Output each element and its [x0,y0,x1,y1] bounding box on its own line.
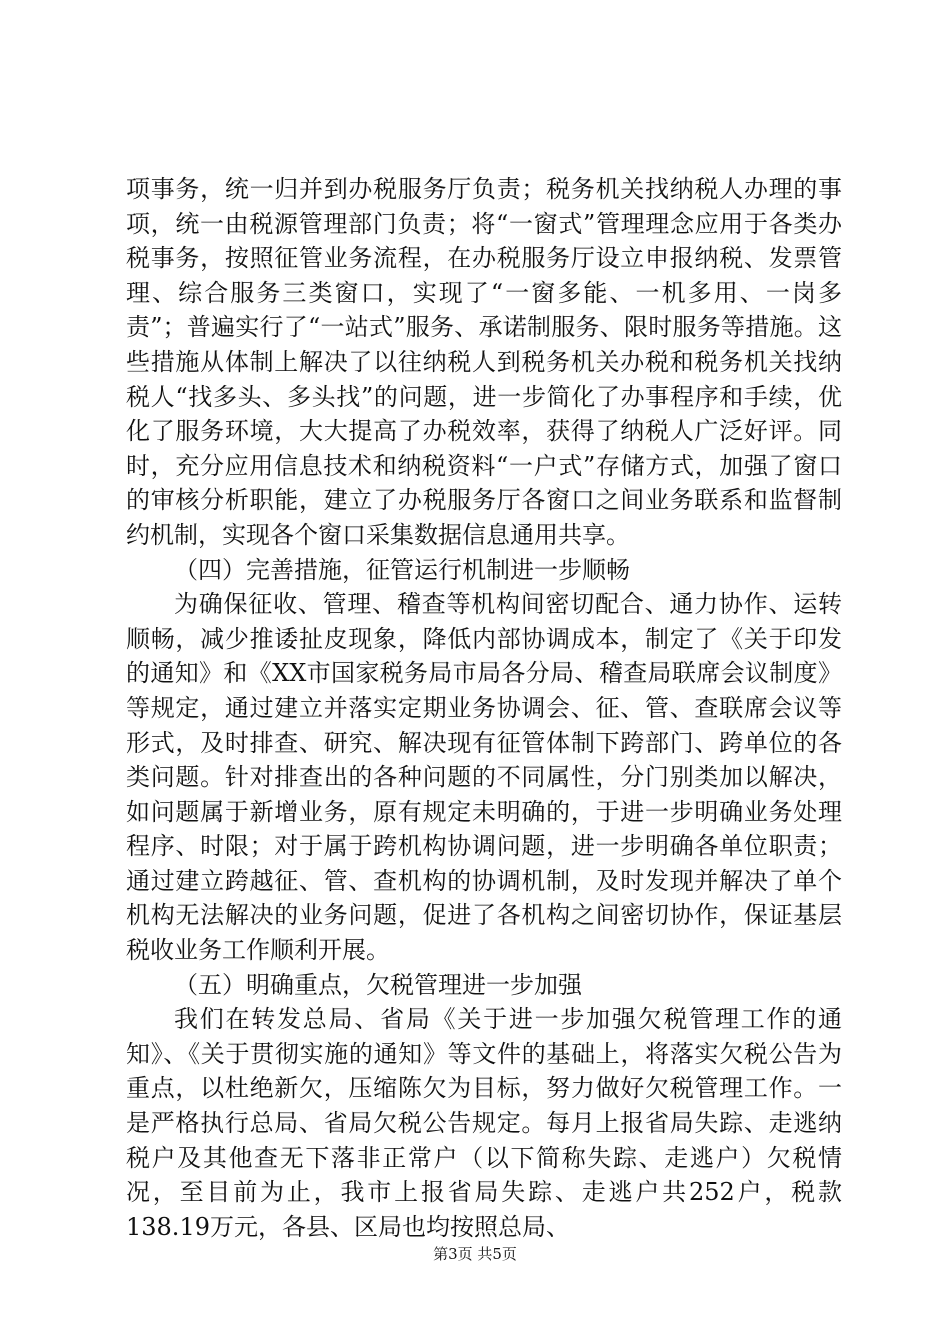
document-body [126,172,842,1244]
page-footer: 第3页 共5页 [433,1245,517,1263]
paragraph-2: 为确保征收、管理、稽查等机构间密切配合、通力协作、运转顺畅，减少推诿扯皮现象，降低内部协调成本，制定了《关于印发的通知》和《XX市国家税务局市局各分局、稽查局联席会议制度》等规定，通过建立并落实定期业务协调会、征、管、查联席会议等形式，及时排查、研究、解决现有征管体制下跨部门、跨单位的各类问题。针对排查出的各种问题的不同属性，分门别类加以解决，如问题属于新增业务，原有规定未明确的，于进一步明确业务处理程序、时限；对于属于跨机构协调问题，进一步明确各单位职责；通过建立跨越征、管、查机构的协调机制，及时发现并解决了单个机构无法解决的业务问题，促进了各机构之间密切协作，保证基层税收业务工作顺利开展。 [126,590,842,965]
paragraph-3: 我们在转发总局、省局《关于进一步加强欠税管理工作的通知》、《关于贯彻实施的通知》等文件的基础上，将落实欠税公告为重点，以杜绝新欠，压缩陈欠为目标，努力做好欠税管理工作。一是严格执行总局、省局欠税公告规定。每月上报省局失踪、走逃纳税户及其他查无下落非正常户（以下简称失踪、走逃户）欠税情况，至目前为止，我市上报省局失踪、走逃户共252户，税款138.19万元，各县、区局也均按照总局、 [126,1005,842,1241]
section-heading-4: （四）完善措施，征管运行机制进一步顺畅 [174,555,630,584]
section-heading-5: （五）明确重点，欠税管理进一步加强 [174,970,582,999]
paragraph-1: 项事务，统一归并到办税服务厅负责；税务机关找纳税人办理的事项，统一由税源管理部门负责；将“一窗式”管理理念应用于各类办税事务，按照征管业务流程，在办税服务厅设立申报纳税、发票管理、综合服务三类窗口，实现了“一窗多能、一机多用、一岗多责”；普遍实行了“一站式”服务、承诺制服务、限时服务等措施。这些措施从体制上解决了以往纳税人到税务机关办税和税务机关找纳税人“找多头、多头找”的问题，进一步简化了办事程序和手续，优化了服务环境，大大提高了办税效率，获得了纳税人广泛好评。同时，充分应用信息技术和纳税资料“一户式”存储方式，加强了窗口的审核分析职能，建立了办税服务厅各窗口之间业务联系和监督制约机制，实现各个窗口采集数据信息通用共享。 [126,175,842,549]
